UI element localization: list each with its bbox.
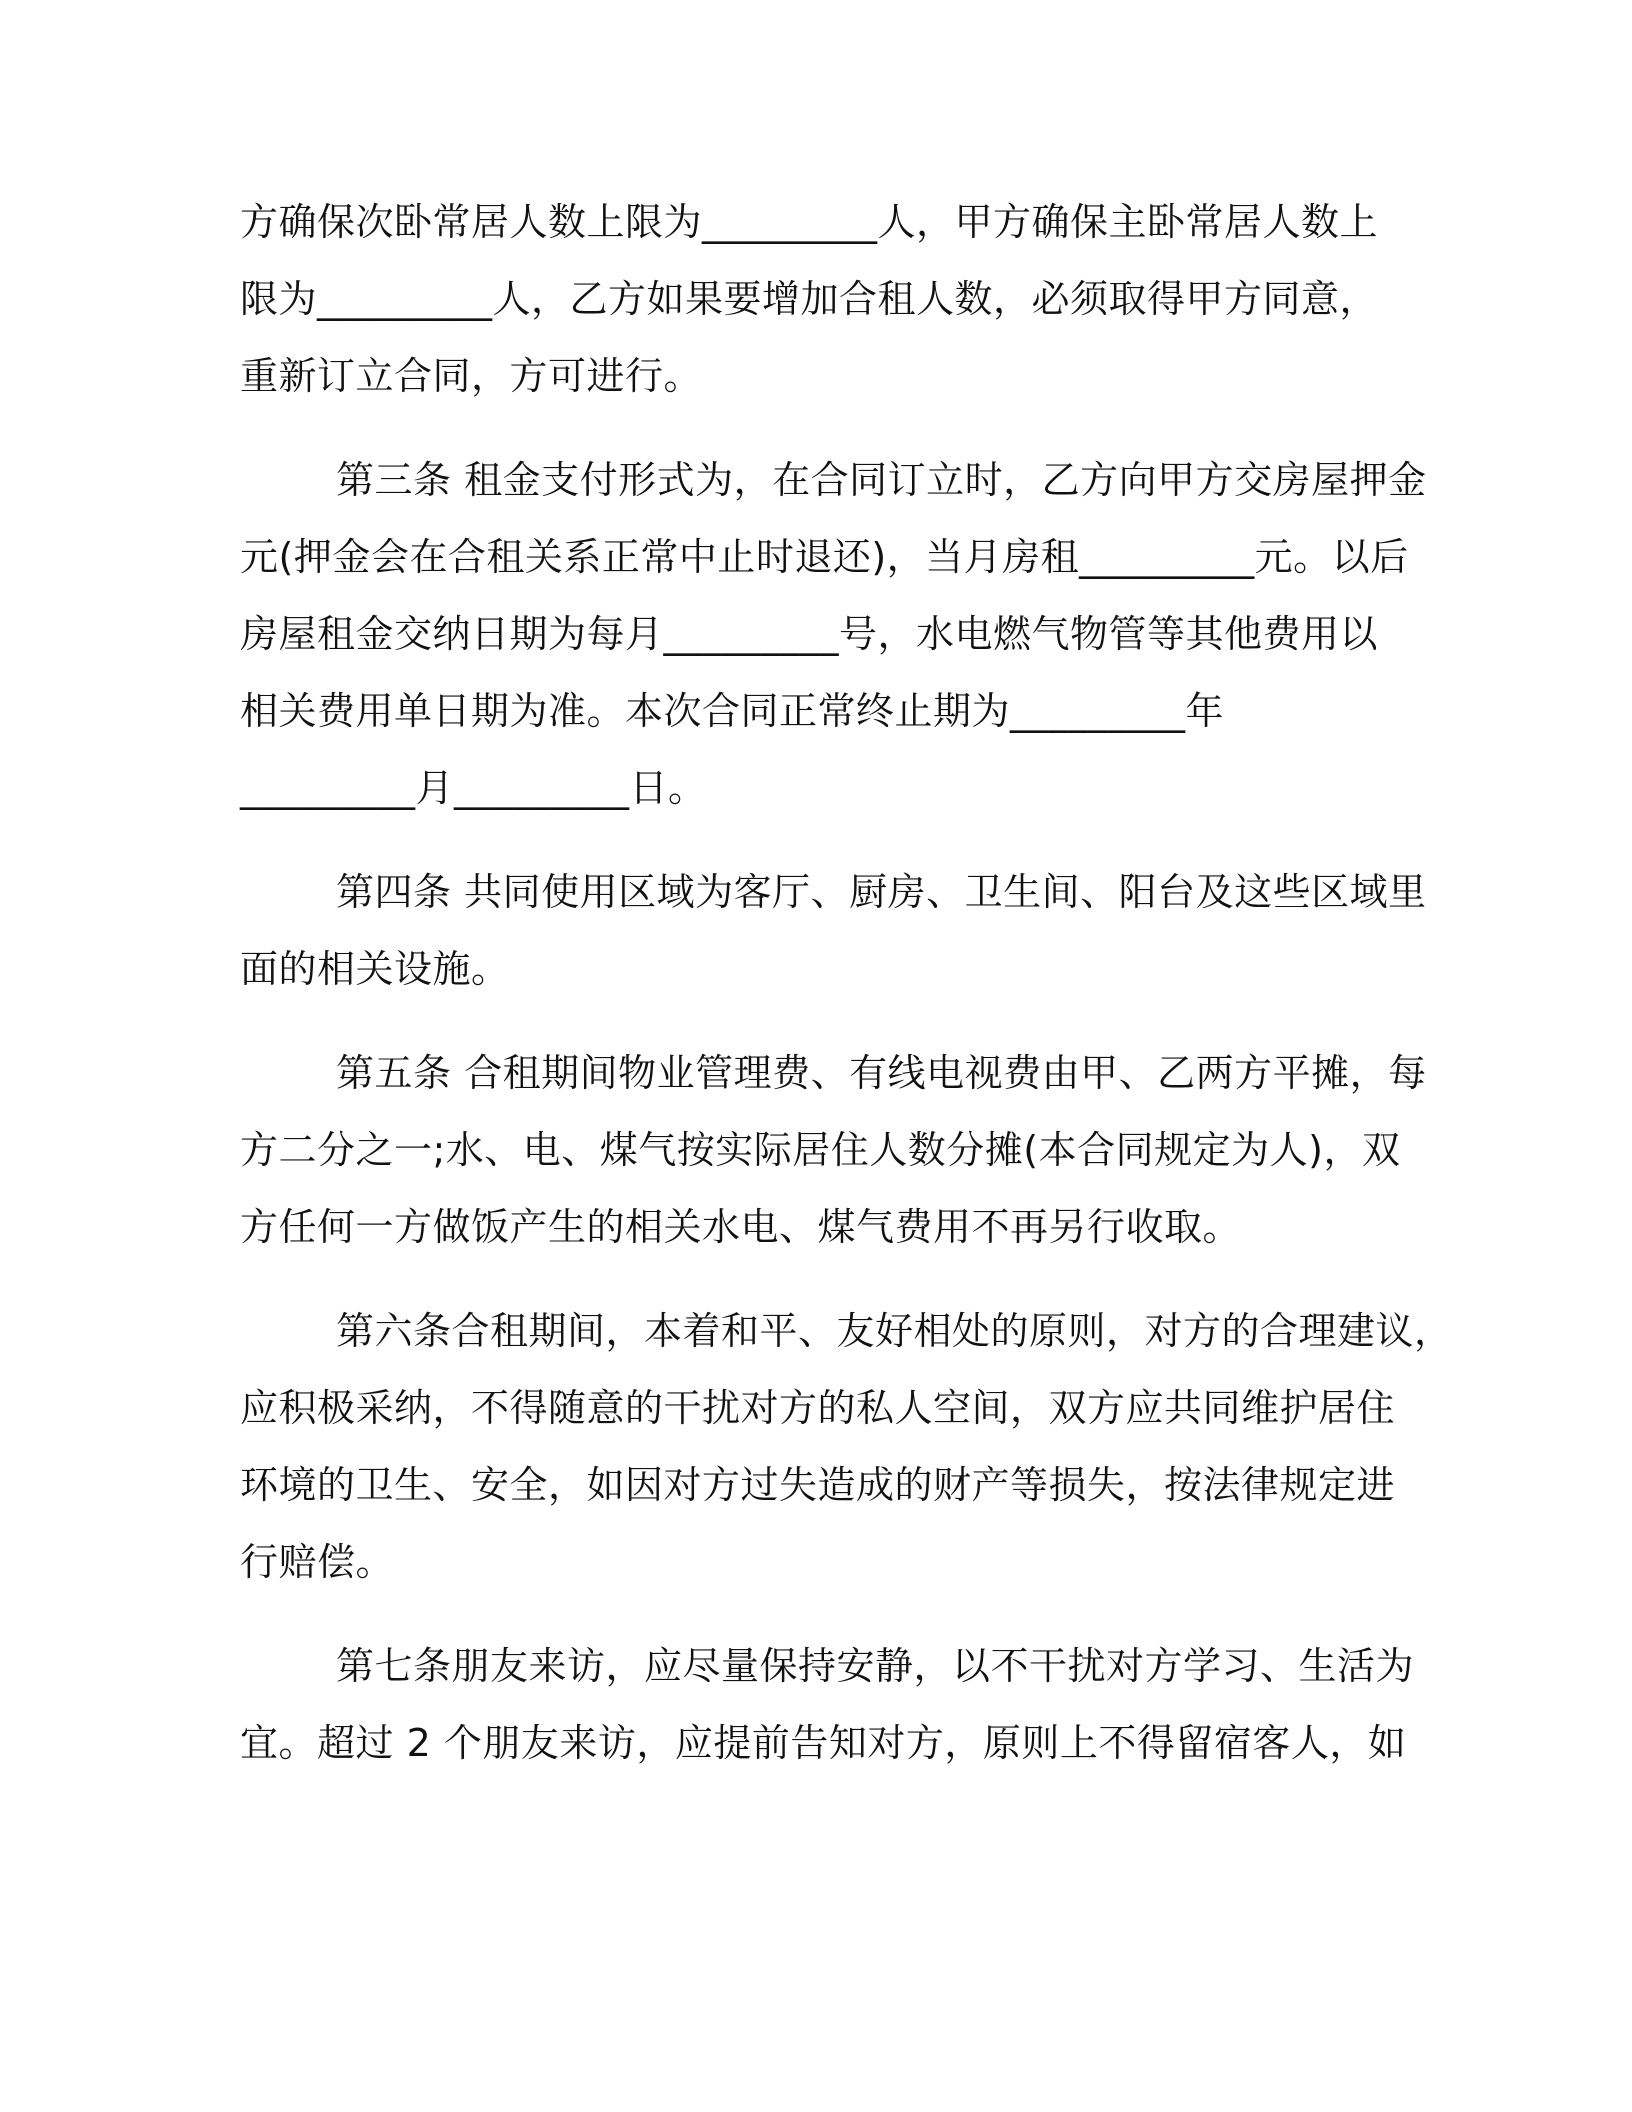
text-line: 元(押金会在合租关系正常中止时退还)，当月房租_________元。以后 <box>240 535 1409 579</box>
document-body <box>240 184 1453 1809</box>
text-line: 方二分之一;水、电、煤气按实际居住人数分摊(本合同规定为人)，双 <box>240 1128 1401 1172</box>
text-line: 第七条朋友来访，应尽量保持安静，以不干扰对方学习、生活为 <box>336 1644 1415 1688</box>
text-line: 第四条 共同使用区域为客厅、厨房、卫生间、阳台及这些区域里 <box>336 870 1427 914</box>
text-line: 重新订立合同，方可进行。 <box>240 354 703 398</box>
text-line: 限为_________人，乙方如果要增加合租人数，必须取得甲方同意， <box>240 277 1379 321</box>
article-4-shared-areas <box>240 854 1427 1008</box>
text-line: 相关费用单日期为准。本次合同正常终止期为_________年 <box>240 689 1225 733</box>
text-line: 方确保次卧常居人数上限为_________人，甲方确保主卧常居人数上 <box>240 200 1379 244</box>
text-line: 应积极采纳，不得随意的干扰对方的私人空间，双方应共同维护居住 <box>240 1386 1396 1430</box>
paragraph-occupancy-limit <box>240 184 1392 415</box>
text-line: _________月_________日。 <box>240 766 707 810</box>
text-line: 房屋租金交纳日期为每月_________号，水电燃气物管等其他费用以 <box>240 612 1379 656</box>
article-5-fee-sharing <box>240 1035 1427 1266</box>
text-line: 行赔偿。 <box>240 1540 395 1584</box>
text-line: 第五条 合租期间物业管理费、有线电视费由甲、乙两方平摊，每 <box>336 1051 1427 1095</box>
text-line: 环境的卫生、安全，如因对方过失造成的财产等损失，按法律规定进 <box>240 1463 1396 1507</box>
article-6-cohabitation <box>240 1293 1453 1601</box>
text-line: 宜。超过 2 个朋友来访，应提前告知对方，原则上不得留宿客人，如 <box>240 1721 1407 1765</box>
text-line: 面的相关设施。 <box>240 947 510 991</box>
article-3-rent-payment <box>240 442 1427 827</box>
text-line: 第六条合租期间，本着和平、友好相处的原则，对方的合理建议， <box>336 1309 1453 1353</box>
text-line: 第三条 租金支付形式为，在合同订立时，乙方向甲方交房屋押金 <box>336 458 1427 502</box>
text-line: 方任何一方做饭产生的相关水电、煤气费用不再另行收取。 <box>240 1205 1242 1249</box>
article-7-visitors <box>240 1628 1415 1782</box>
